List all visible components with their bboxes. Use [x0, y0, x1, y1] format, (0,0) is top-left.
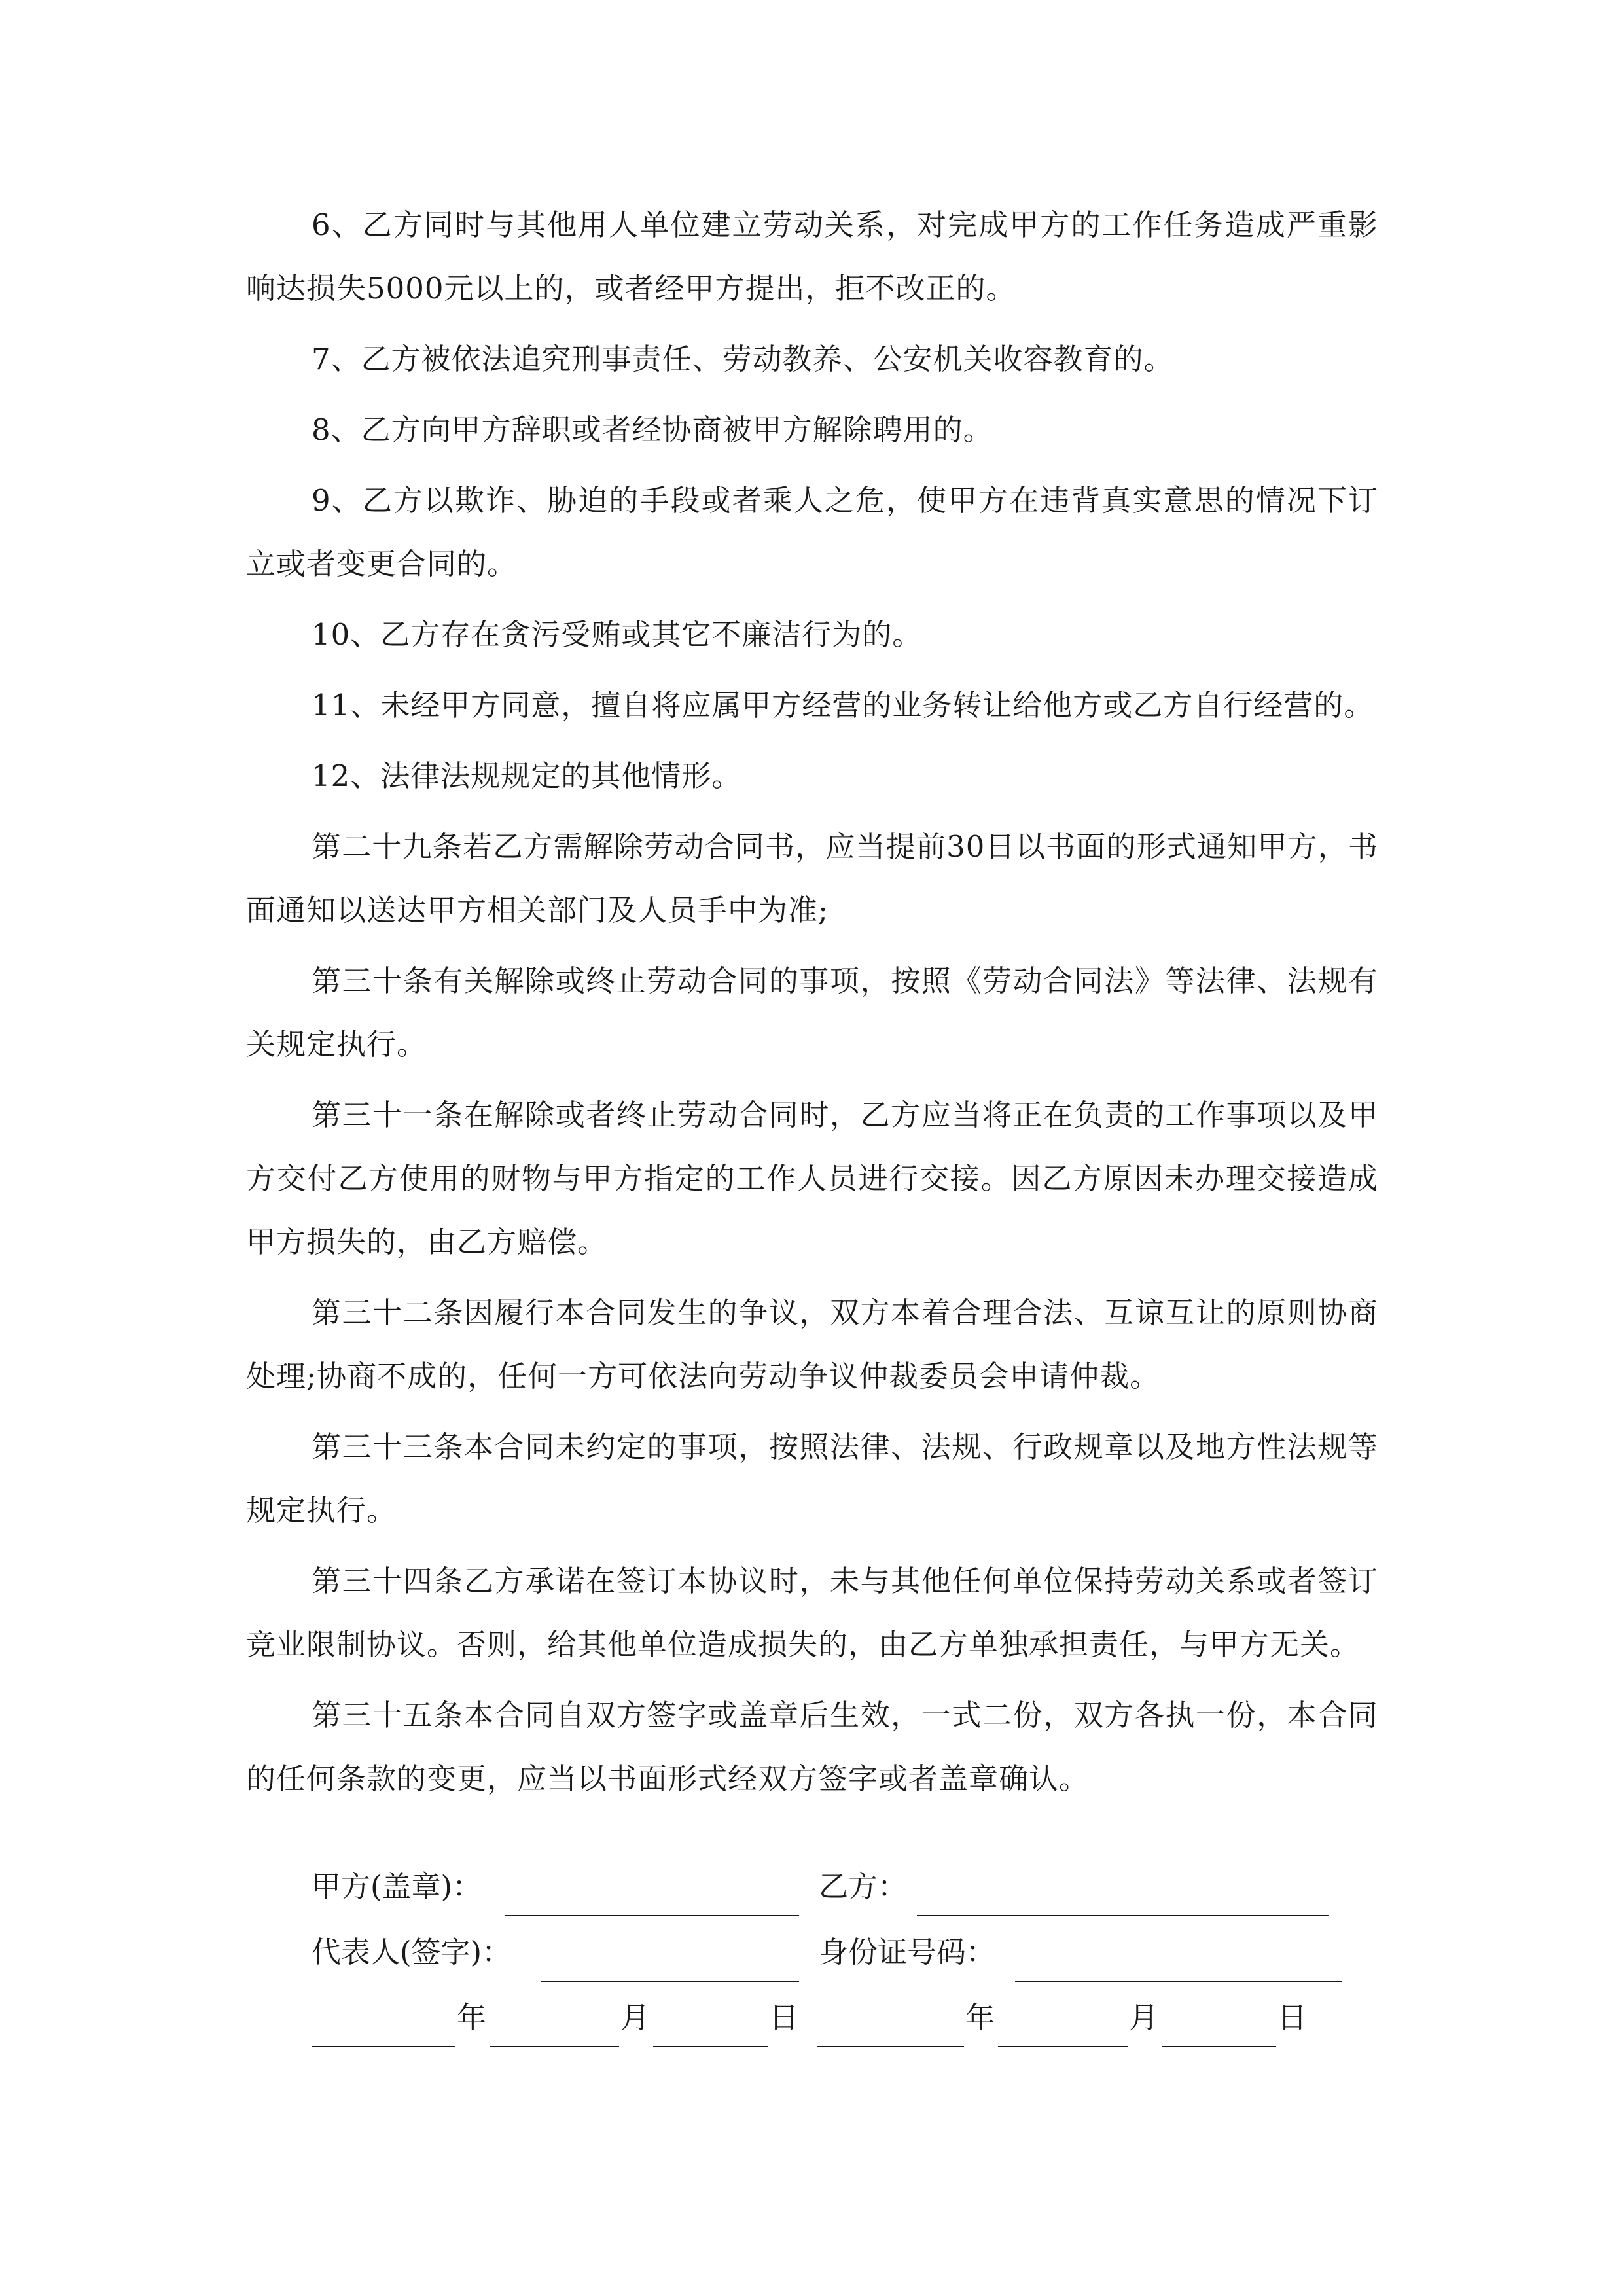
- date-a-day-label: 日: [769, 2000, 799, 2035]
- signature-row-parties: [312, 1857, 1385, 1923]
- id-number-blank[interactable]: [1015, 1923, 1342, 1982]
- party-b-blank[interactable]: [917, 1857, 1329, 1916]
- date-b-month-label: 月: [1129, 2000, 1159, 2035]
- article-32: 第三十二条因履行本合同发生的争议，双方本着合理合法、互谅互让的原则协商处理;协商不成的，任何一方可依法向劳动争议仲裁委员会申请仲裁。: [246, 1295, 1378, 1393]
- signature-row-representative: [312, 1923, 1385, 1988]
- article-35: 第三十五条本合同自双方签字或盖章后生效，一式二份，双方各执一份，本合同的任何条款的变更，应当以书面形式经双方签字或者盖章确认。: [246, 1698, 1378, 1796]
- date-a-month-label: 月: [620, 2000, 651, 2035]
- clause-9: 9、乙方以欺诈、胁迫的手段或者乘人之危，使甲方在违背真实意思的情况下订立或者变更合同的。: [246, 483, 1378, 581]
- clause-8: 8、乙方向甲方辞职或者经协商被甲方解除聘用的。: [312, 412, 993, 447]
- clause-6: 6、乙方同时与其他用人单位建立劳动关系，对完成甲方的工作任务造成严重影响达损失5000元以上的，或者经甲方提出，拒不改正的。: [246, 207, 1378, 306]
- date-b-month-blank[interactable]: [998, 1988, 1128, 2047]
- representative-label: 代表人(签字)：: [312, 1935, 512, 1969]
- article-31: 第三十一条在解除或者终止劳动合同时，乙方应当将正在负责的工作事项以及甲方交付乙方使用的财物与甲方指定的工作人员进行交接。因乙方原因未办理交接造成甲方损失的，由乙方赔偿。: [246, 1098, 1378, 1259]
- clause-11: 11、未经甲方同意，擅自将应属甲方经营的业务转让给他方或乙方自行经营的。: [312, 688, 1374, 723]
- date-a-day-blank[interactable]: [653, 1988, 768, 2047]
- article-33: 第三十三条本合同未约定的事项，按照法律、法规、行政规章以及地方性法规等规定执行。: [246, 1429, 1378, 1528]
- date-b-day-blank[interactable]: [1162, 1988, 1276, 2047]
- date-b-day-label: 日: [1277, 2000, 1308, 2035]
- party-a-blank[interactable]: [505, 1857, 799, 1916]
- party-b-label: 乙方：: [819, 1869, 908, 1904]
- signature-row-dates: [312, 1988, 1385, 2054]
- clause-7: 7、乙方被依法追究刑事责任、劳动教养、公安机关收容教育的。: [312, 342, 1174, 376]
- date-a-year-blank[interactable]: [312, 1988, 455, 2047]
- clause-10: 10、乙方存在贪污受贿或其它不廉洁行为的。: [312, 617, 923, 652]
- id-number-label: 身份证号码：: [819, 1935, 996, 1969]
- representative-blank[interactable]: [541, 1923, 799, 1982]
- contract-body: [246, 193, 1378, 1818]
- article-34: 第三十四条乙方承诺在签订本协议时，未与其他任何单位保持劳动关系或者签订竞业限制协议。否则，给其他单位造成损失的，由乙方单独承担责任，与甲方无关。: [246, 1564, 1378, 1662]
- signature-block: [312, 1857, 1385, 2054]
- article-30: 第三十条有关解除或终止劳动合同的事项，按照《劳动合同法》等法律、法规有关规定执行。: [246, 963, 1378, 1062]
- article-29: 第二十九条若乙方需解除劳动合同书，应当提前30日以书面的形式通知甲方，书面通知以送达甲方相关部门及人员手中为准;: [246, 829, 1378, 927]
- date-a-year-label: 年: [457, 2000, 487, 2035]
- date-a-month-blank[interactable]: [490, 1988, 619, 2047]
- party-a-label: 甲方(盖章)：: [312, 1869, 482, 1904]
- date-b-year-blank[interactable]: [817, 1988, 964, 2047]
- clause-12: 12、法律法规规定的其他情形。: [312, 759, 742, 793]
- date-b-year-label: 年: [965, 2000, 995, 2035]
